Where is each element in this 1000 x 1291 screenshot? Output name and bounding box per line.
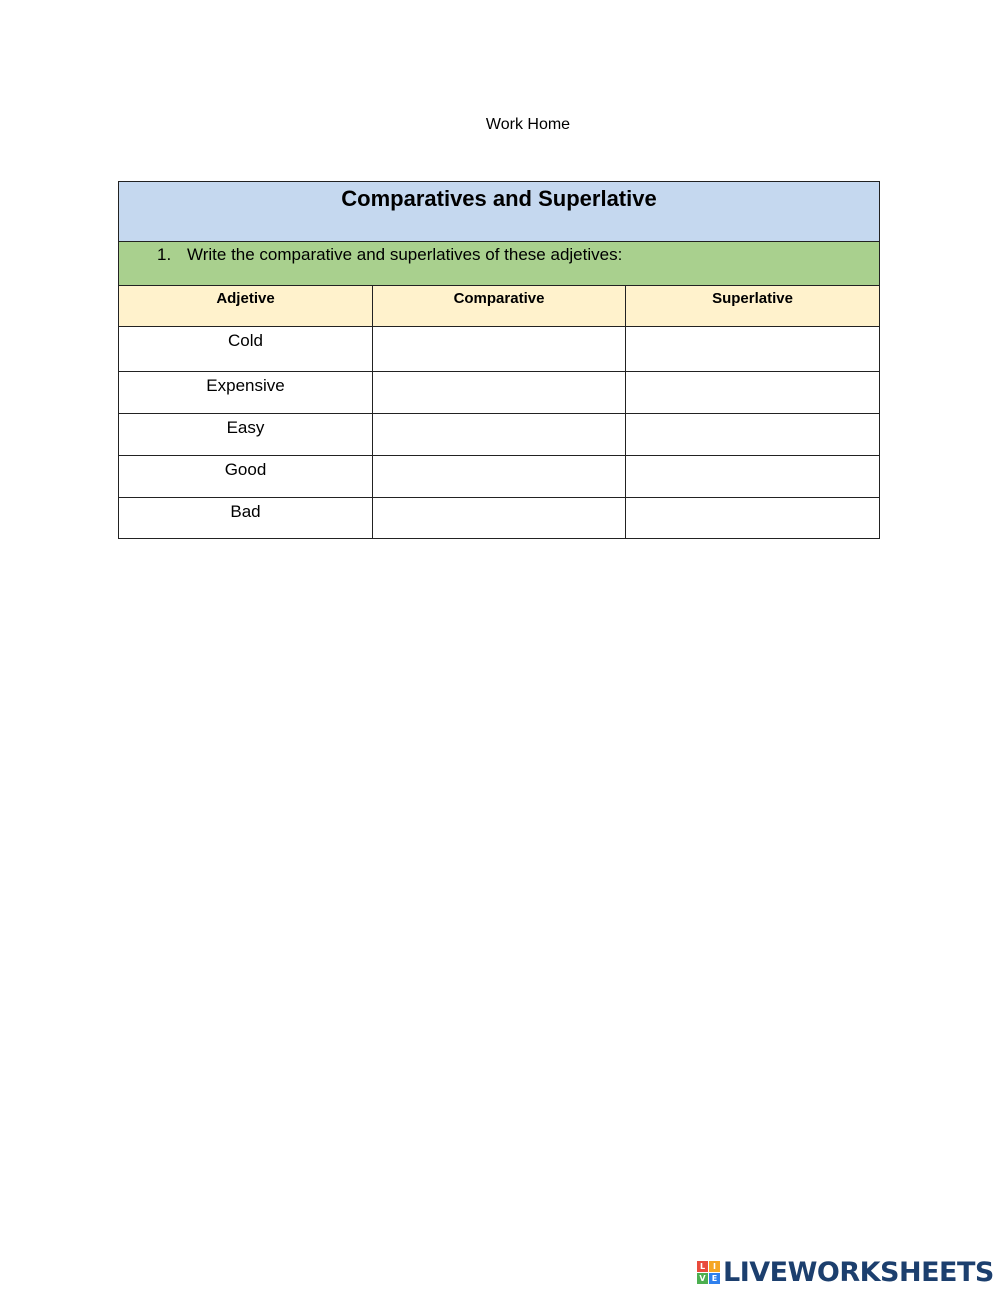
comparative-answer-cell [373,327,626,372]
logo-block: I [709,1261,720,1272]
comparative-answer-input[interactable] [373,327,625,371]
instruction-row [119,242,880,286]
superlative-answer-input[interactable] [626,498,879,538]
superlative-answer-cell [626,414,880,456]
superlative-answer-cell [626,327,880,372]
comparative-answer-cell [373,456,626,498]
logo-blocks-icon [697,1261,720,1284]
column-header-adjective: Adjetive [119,286,373,327]
logo-block: V [697,1273,708,1284]
table-row [119,456,880,498]
table-row [119,372,880,414]
superlative-answer-input[interactable] [626,414,879,455]
superlative-answer-input[interactable] [626,372,879,413]
adjective-cell: Easy [119,414,373,456]
superlative-answer-cell [626,456,880,498]
comparative-answer-cell [373,414,626,456]
instruction-number: 1. [157,245,172,264]
superlative-answer-cell [626,372,880,414]
instruction-text: Write the comparative and superlatives of these adjetives: [187,245,623,264]
comparative-answer-input[interactable] [373,372,625,413]
table-row [119,414,880,456]
comparative-answer-cell [373,498,626,539]
logo-block: L [697,1261,708,1272]
column-header-comparative: Comparative [373,286,626,327]
adjective-cell: Bad [119,498,373,539]
adjective-cell: Cold [119,327,373,372]
superlative-answer-cell [626,498,880,539]
worksheet-title: Comparatives and Superlative [119,182,880,242]
adjective-cell: Good [119,456,373,498]
table-row [119,327,880,372]
logo-text: LIVEWORKSHEETS [723,1257,994,1288]
comparative-answer-input[interactable] [373,414,625,455]
page-header: Work Home [485,116,571,133]
liveworksheets-logo[interactable] [697,1257,994,1288]
comparative-answer-input[interactable] [373,498,625,538]
adjective-cell: Expensive [119,372,373,414]
column-header-superlative: Superlative [626,286,880,327]
logo-block: E [709,1273,720,1284]
superlative-answer-input[interactable] [626,327,879,371]
superlative-answer-input[interactable] [626,456,879,497]
table-row [119,498,880,539]
worksheet-table [118,181,880,539]
comparative-answer-input[interactable] [373,456,625,497]
comparative-answer-cell [373,372,626,414]
